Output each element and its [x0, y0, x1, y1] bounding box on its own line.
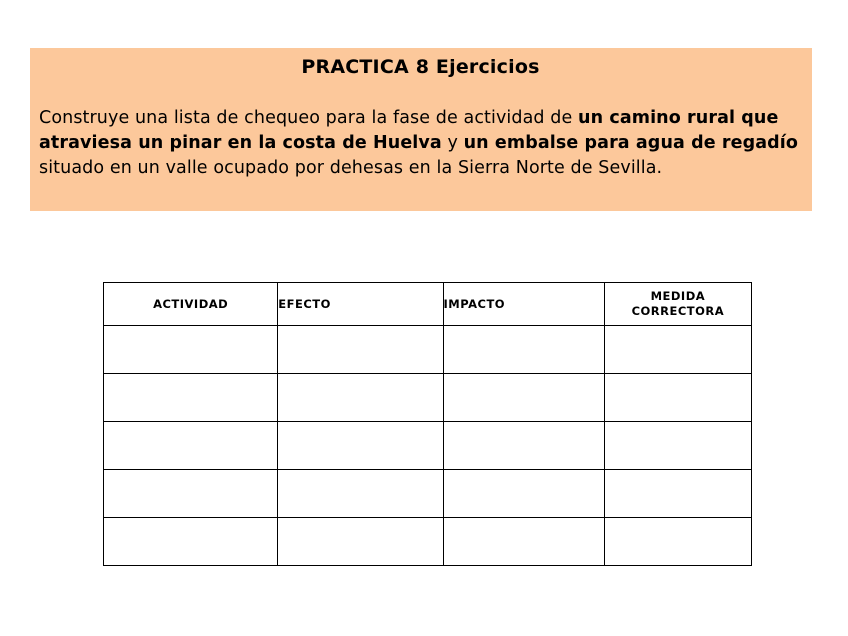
table-cell — [278, 374, 443, 422]
table-cell — [443, 518, 604, 566]
checklist-table — [103, 282, 752, 566]
header-medida-line1: MEDIDA — [650, 289, 706, 303]
table-row — [104, 326, 752, 374]
table-cell — [604, 518, 751, 566]
table-cell — [278, 422, 443, 470]
table-cell — [604, 374, 751, 422]
table-cell — [104, 470, 278, 518]
table-cell — [104, 518, 278, 566]
exercise-title: PRACTICA 8 Ejercicios — [301, 56, 540, 78]
table-row — [104, 422, 752, 470]
header-efecto: EFECTO — [278, 283, 443, 326]
table-cell — [104, 374, 278, 422]
table-row — [104, 374, 752, 422]
header-medida-line2: CORRECTORA — [631, 304, 725, 318]
table-cell — [443, 326, 604, 374]
exercise-box — [30, 48, 812, 211]
table-cell — [443, 374, 604, 422]
instruction-bold-1: un camino rural que atraviesa un pinar en la costa de Huelva — [39, 108, 779, 153]
table-cell — [604, 470, 751, 518]
table-row — [104, 470, 752, 518]
table-cell — [104, 422, 278, 470]
table-cell — [443, 470, 604, 518]
table-cell — [278, 518, 443, 566]
instruction-text-2: y — [441, 133, 464, 153]
table-header-row — [104, 283, 752, 326]
exercise-instruction — [39, 106, 802, 181]
header-actividad: ACTIVIDAD — [104, 283, 278, 326]
table-cell — [443, 422, 604, 470]
table-cell — [278, 326, 443, 374]
table-cell — [604, 422, 751, 470]
header-medida-correctora — [604, 283, 751, 326]
table-row — [104, 518, 752, 566]
instruction-text-1: Construye una lista de chequeo para la fase de actividad de — [39, 108, 579, 128]
table-cell — [104, 326, 278, 374]
header-impacto: IMPACTO — [443, 283, 604, 326]
table-cell — [604, 326, 751, 374]
instruction-bold-2: un embalse para agua de regadío — [463, 133, 798, 153]
table-cell — [278, 470, 443, 518]
instruction-text-3: situado en un valle ocupado por dehesas en la Sierra Norte de Sevilla. — [39, 158, 663, 178]
